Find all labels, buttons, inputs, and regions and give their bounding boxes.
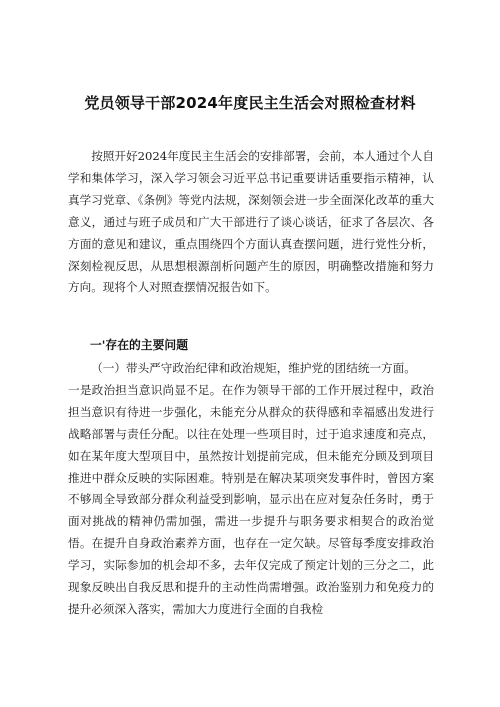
body-paragraph: 一是政治担当意识尚显不足。在作为领导干部的工作开展过程中，政治担当意识有待进一步强化，未能充分从群众的获得感和幸福感出发进行战略部署与责任分配。以往在处理一些项目时，过于追求速度和亮点，如在某年度大型项目中，虽然按计划提前完成，但未能充分顾及到项目推进中群众反映的实际困难。特别是在解决某项突发事件时，曾因方案不够周全导致部分群众利益受到影响，显示出在应对复杂任务时，勇于面对挑战的精神仍需加强，需进一步提升与职务要求相契合的政治觉悟。在提升自身政治素养方面，也存在一定欠缺。尽管每季度安排政治学习，实际参加的机会却不多，去年仅完成了预定计划的三分之二，此现象反映出自我反思和提升的主动性尚需增强。政治鉴别力和免疫力的提升必须深入落实，需加大力度进行全面的自我检 (68, 382, 434, 616)
section-content (68, 358, 434, 621)
document-title: 党员领导干部2024年度民主生活会对照检查材料 (84, 94, 416, 112)
section-heading-problems: 一'存在的主要问题 (90, 338, 188, 352)
subsection-heading: （一）带头严守政治纪律和政治规矩，维护党的团结统一方面。 (91, 361, 416, 375)
intro-paragraph: 按照开好2024年度民主生活会的安排部署，会前，本人通过个人自学和集体学习，深入学习领会习近平总书记重要讲话重要指示精神，认真学习党章、《条例》等党内法规，深刻领会进一步全面深化改革的重大意义，通过与班子成员和广大干部进行了谈心谈话，征求了各层次、各方面的意见和建议，重点围绕四个方面认真查摆问题，进行党性分析，深刻检视反思，从思想根源剖析问题产生的原因，明确整改措施和努力方向。现将个人对照查摆情况报告如下。 (68, 149, 434, 295)
